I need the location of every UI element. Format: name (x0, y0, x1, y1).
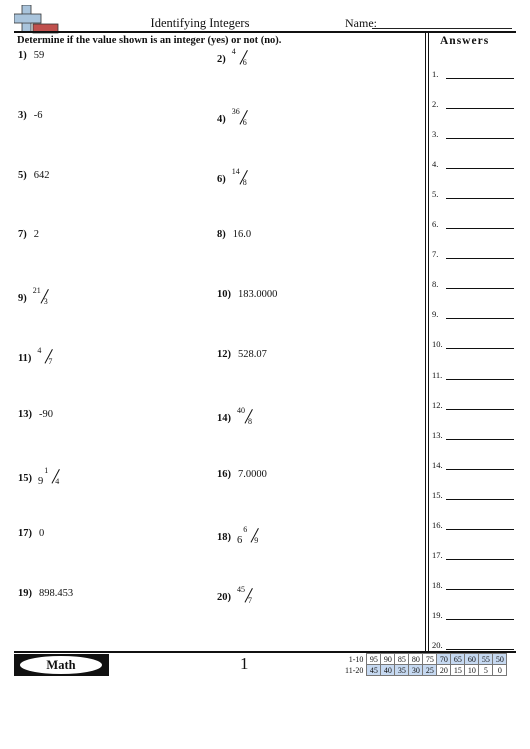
instructions: Determine if the value shown is an integer (yes) or not (no). (17, 35, 282, 46)
answer-line[interactable] (446, 619, 514, 620)
score-cell: 5 (479, 665, 493, 676)
answer-line[interactable] (446, 559, 514, 560)
answer-number: 5. (432, 189, 439, 200)
problem-item (217, 525, 263, 548)
problem-number: 15) (18, 472, 32, 484)
answer-line[interactable] (446, 168, 514, 169)
problem-item (18, 465, 64, 489)
answer-number: 18. (432, 579, 443, 590)
problem-number: 2) (217, 54, 226, 65)
score-cell: 45 (367, 665, 381, 676)
score-row-label: 11-20 (345, 665, 364, 675)
answer-number: 16. (432, 519, 443, 530)
fraction-denominator: 8 (248, 416, 252, 426)
score-cell: 10 (465, 665, 479, 676)
score-cell: 55 (479, 654, 493, 665)
fraction-denominator: 7 (48, 357, 53, 366)
mixed-number-whole: 9 (38, 475, 44, 487)
fraction (37, 346, 57, 369)
problem-item (217, 47, 252, 70)
problem-item (18, 409, 53, 429)
answer-line[interactable] (446, 288, 514, 289)
problem-number: 1) (18, 50, 27, 61)
problem-item (217, 166, 252, 190)
score-cell: 80 (409, 654, 423, 665)
answer-number: 10. (432, 339, 443, 350)
answer-number: 3. (432, 129, 439, 140)
problem-number: 20) (217, 592, 231, 604)
name-label: Name: (345, 16, 377, 30)
fraction (237, 585, 257, 608)
answer-line[interactable] (446, 439, 514, 440)
answer-line[interactable] (446, 529, 514, 530)
score-table (343, 653, 507, 676)
problem-number: 6) (217, 173, 226, 185)
problem-value: 183.0000 (238, 289, 278, 301)
answer-line[interactable] (446, 258, 514, 259)
problem-item (18, 346, 57, 369)
answer-field[interactable] (432, 249, 516, 261)
answers-heading: Answers (440, 35, 490, 47)
problem-value: 642 (33, 169, 50, 181)
problem-item (18, 229, 39, 249)
problem-item (18, 528, 44, 548)
problem-number: 18) (217, 532, 231, 544)
score-cell: 60 (465, 654, 479, 665)
problem-item (18, 50, 44, 70)
problem-item (217, 106, 252, 130)
answer-number: 12. (432, 399, 443, 410)
answer-field[interactable] (432, 69, 516, 81)
problem-number: 3) (18, 109, 27, 121)
problem-value: 59 (33, 50, 45, 61)
score-cell: 35 (395, 665, 409, 676)
answer-line[interactable] (446, 318, 514, 319)
problem-item (18, 110, 43, 130)
fraction (231, 166, 252, 190)
answer-field[interactable] (432, 580, 516, 592)
worksheet-title: Identifying Integers (150, 16, 250, 30)
answer-number: 17. (432, 549, 443, 560)
answer-number: 8. (432, 279, 439, 290)
answer-line[interactable] (446, 138, 514, 139)
answer-field[interactable] (432, 129, 516, 141)
score-cell: 85 (395, 654, 409, 665)
fraction-denominator: 9 (254, 536, 259, 546)
problem-number: 17) (18, 528, 32, 540)
problem-item (217, 289, 277, 309)
mixed-number-whole: 6 (237, 535, 243, 547)
score-cell: 40 (381, 665, 395, 676)
score-row (343, 654, 507, 665)
fraction-numerator: 45 (237, 585, 245, 595)
answer-field[interactable] (432, 309, 516, 321)
problem-value: 528.07 (238, 349, 267, 360)
answer-number: 4. (432, 159, 439, 170)
answer-number: 14. (432, 459, 443, 470)
problem-number: 10) (217, 289, 231, 301)
fraction-denominator: 7 (248, 596, 252, 606)
answer-line[interactable] (446, 589, 514, 590)
answer-field[interactable] (432, 339, 516, 351)
answer-field[interactable] (432, 99, 516, 111)
problem-number: 13) (18, 408, 32, 420)
fraction (44, 465, 64, 489)
answer-line[interactable] (446, 78, 514, 79)
score-cell: 95 (367, 654, 381, 665)
score-cell: 70 (437, 654, 451, 665)
answer-line[interactable] (446, 228, 514, 229)
answer-line[interactable] (446, 469, 514, 470)
problem-item (18, 286, 53, 309)
score-cell: 20 (437, 665, 451, 676)
answer-number: 7. (432, 249, 439, 260)
fraction-numerator: 36 (231, 106, 240, 116)
answer-field[interactable] (432, 279, 516, 291)
fraction-numerator: 40 (237, 405, 245, 415)
score-cell: 25 (423, 665, 437, 676)
answer-line[interactable] (446, 348, 514, 349)
fraction-denominator: 6 (242, 117, 247, 127)
answer-line[interactable] (446, 108, 514, 109)
problem-value: 7.0000 (238, 468, 267, 480)
math-badge-label: Math (20, 656, 102, 674)
problem-number: 12) (217, 349, 231, 360)
answer-field[interactable] (432, 400, 516, 412)
fraction-denominator: 8 (242, 177, 247, 187)
answer-number: 13. (432, 429, 443, 440)
fraction-numerator: 14 (231, 166, 240, 176)
problem-item (217, 229, 251, 249)
answer-number: 2. (432, 99, 439, 110)
answer-line[interactable] (446, 649, 514, 650)
problem-number: 7) (18, 229, 27, 241)
answer-field[interactable] (432, 460, 516, 472)
answer-field[interactable] (432, 189, 516, 201)
answer-field[interactable] (432, 550, 516, 562)
answer-field[interactable] (432, 219, 516, 231)
answer-line[interactable] (446, 379, 514, 380)
answer-number: 19. (432, 609, 443, 620)
problem-value: 2 (33, 229, 39, 241)
answer-column-divider (428, 31, 429, 651)
fraction-denominator: 3 (43, 297, 48, 307)
fraction-numerator: 4 (231, 47, 236, 56)
fraction (32, 286, 53, 309)
fraction (231, 47, 252, 70)
answer-number: 15. (432, 489, 443, 500)
problem-item (18, 170, 50, 190)
answer-field[interactable] (432, 370, 516, 382)
answer-number: 1. (432, 69, 439, 79)
score-cell: 30 (409, 665, 423, 676)
fraction-numerator: 1 (44, 465, 49, 475)
answer-number: 9. (432, 309, 439, 320)
score-cell: 15 (451, 665, 465, 676)
problem-number: 19) (18, 588, 32, 600)
problem-value: 0 (39, 528, 45, 540)
answer-field[interactable] (432, 159, 516, 171)
fraction-numerator: 6 (243, 525, 248, 535)
answer-number: 11. (432, 369, 443, 380)
score-cell: 90 (381, 654, 395, 665)
score-row-label: 1-10 (348, 654, 364, 664)
answer-field[interactable] (432, 520, 516, 532)
header-rule (14, 31, 516, 33)
problem-value: 16.0 (232, 229, 252, 241)
answer-number: 6. (432, 219, 439, 230)
problem-number: 14) (217, 412, 231, 424)
fraction (231, 106, 252, 130)
problem-value: -6 (33, 109, 43, 121)
answer-field[interactable] (432, 490, 516, 502)
problem-item (18, 588, 73, 608)
answer-column-divider (425, 31, 426, 651)
score-row (343, 665, 507, 676)
score-cell: 75 (423, 654, 437, 665)
fraction (243, 525, 263, 548)
fraction-denominator: 4 (55, 476, 60, 486)
score-cell: 50 (493, 654, 507, 665)
answer-line[interactable] (446, 499, 514, 500)
problem-value: 898.453 (39, 588, 74, 600)
fraction-denominator: 6 (242, 58, 247, 67)
answer-line[interactable] (446, 409, 514, 410)
problem-number: 4) (217, 113, 226, 125)
problem-item (217, 349, 267, 369)
fraction-numerator: 21 (32, 286, 41, 296)
problem-number: 5) (18, 169, 27, 181)
fraction-numerator: 4 (37, 346, 42, 355)
problem-item (217, 469, 267, 489)
problem-number: 11) (18, 353, 32, 364)
score-cell: 0 (493, 665, 507, 676)
score-cell: 65 (451, 654, 465, 665)
problem-item (217, 585, 257, 608)
problem-number: 16) (217, 468, 231, 480)
answer-number: 20. (432, 639, 443, 650)
answer-line[interactable] (446, 198, 514, 199)
problem-number: 8) (217, 229, 226, 241)
fraction (237, 405, 257, 429)
name-field-line[interactable] (372, 28, 512, 29)
answer-field[interactable] (432, 610, 516, 622)
page-number: 1 (240, 654, 249, 673)
answer-field[interactable] (432, 430, 516, 442)
problem-value: -90 (39, 408, 53, 420)
problem-number: 9) (18, 293, 27, 305)
problem-item (217, 405, 257, 429)
